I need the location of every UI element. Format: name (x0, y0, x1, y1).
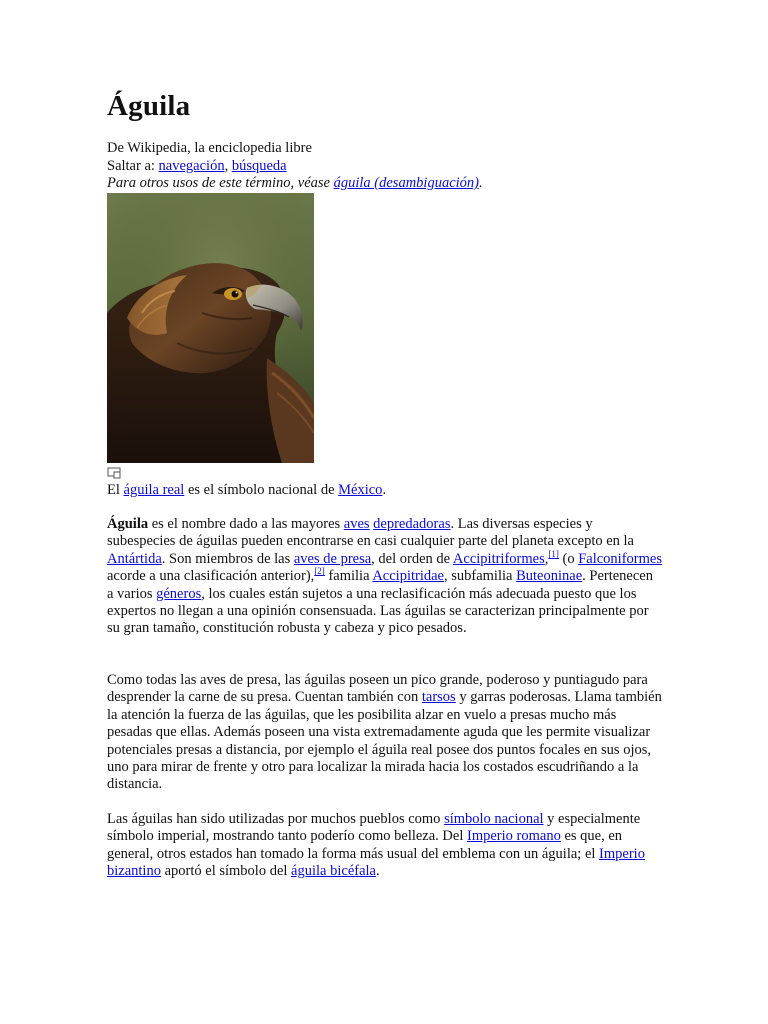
paragraph-text: (o (558, 550, 579, 567)
imperio-romano-link[interactable]: Imperio romano (467, 828, 561, 845)
paragraph-text: Como todas las aves de presa, las águilas poseen un pico grande, poderoso y puntiagudo para desprender la carne de su presa. Cuentan también con (107, 672, 648, 706)
paragraph-text: es el nombre dado a las mayores (148, 516, 344, 532)
image-caption (107, 482, 386, 499)
jump-separator: , (224, 158, 232, 174)
search-link[interactable]: búsqueda (231, 158, 287, 174)
page-title: Águila (107, 90, 191, 122)
paragraph-text: acorde a una clasificación anterior), (107, 568, 315, 585)
paragraph-text: familia (324, 568, 373, 585)
paragraph-text: Las águilas han sido utilizadas por muchos pueblos como (107, 811, 445, 827)
paragraph-text: . Pertenecen a varios (107, 568, 653, 602)
caption-text: El (107, 482, 124, 498)
depredadoras-link[interactable]: depredadoras (373, 516, 451, 532)
hatnote-prefix: Para otros usos de este término, véase (107, 175, 334, 191)
golden-eagle-link[interactable]: águila real (123, 482, 185, 498)
caption-text: . (382, 482, 387, 498)
navigation-link[interactable]: navegación (158, 158, 225, 174)
imperio-bizantino-link[interactable]: Imperio bizantino (107, 845, 645, 880)
paragraph-text: , del orden de (371, 550, 453, 567)
hatnote-suffix: . (479, 175, 483, 191)
anatomy-paragraph (107, 672, 662, 794)
intro-paragraph (107, 516, 662, 638)
generos-link[interactable]: géneros (156, 585, 202, 602)
symbol-paragraph (107, 811, 662, 881)
golden-eagle-image[interactable] (107, 193, 314, 463)
paragraph-text: , (544, 550, 549, 567)
paragraph-text: , subfamilia (444, 568, 517, 585)
reference-2-link[interactable]: [2] (314, 566, 325, 577)
falconiformes-link[interactable]: Falconiformes (578, 550, 662, 567)
paragraph-text: aportó el símbolo del (160, 863, 292, 880)
magnify-icon[interactable] (107, 467, 121, 479)
jump-prefix: Saltar a: (107, 158, 159, 174)
simbolo-nacional-link[interactable]: símbolo nacional (444, 811, 544, 827)
term-bold: Águila (107, 516, 149, 532)
accipitridae-link[interactable]: Accipitridae (372, 568, 444, 585)
paragraph-text: . Las diversas especies y subespecies de águilas pueden encontrarse en casi cualquier parte del planeta excepto en la (107, 516, 634, 550)
disambiguation-link[interactable]: águila (desambiguación) (333, 175, 479, 191)
reference-1-link[interactable]: [1] (548, 548, 559, 559)
paragraph-text: . (375, 863, 380, 880)
paragraph-text: , los cuales están sujetos a una reclasificación más adecuada puesto que los expertos no llegan a una opinión consensuada. Las águilas se caracterizan principalmente por su gran tamaño, constitución robusta y cabeza y pico pesados. (107, 585, 649, 637)
aves-de-presa-link[interactable]: aves de presa (293, 550, 372, 567)
aves-link[interactable]: aves (343, 516, 370, 532)
hatnote (107, 175, 483, 192)
caption-text: es el símbolo nacional de (184, 482, 339, 498)
paragraph-text: y especialmente símbolo imperial, mostrando tanto poderío como belleza. Del (107, 811, 641, 845)
buteoninae-link[interactable]: Buteoninae (516, 568, 583, 585)
paragraph-text: es que, en general, otros estados han tomado la forma más usual del emblema con un águila; el (107, 828, 623, 862)
mexico-link[interactable]: México (338, 482, 383, 498)
site-subtitle: De Wikipedia, la enciclopedia libre (107, 140, 312, 156)
jump-links (107, 158, 287, 175)
aguila-bicefala-link[interactable]: águila bicéfala (291, 863, 376, 880)
tarsos-link[interactable]: tarsos (421, 689, 456, 706)
antartida-link[interactable]: Antártida (107, 550, 162, 567)
accipitriformes-link[interactable]: Accipitriformes (452, 550, 545, 567)
paragraph-text: . Son miembros de las (161, 550, 294, 567)
paragraph-text: y garras poderosas. Llama también la atención la fuerza de las águilas, que les posibilita alzar en vuelo a presas mucho más pesadas que ellas. Además poseen una vista extremadamente aguda que les permite visualizar potenciales presas a distancia, por ejemplo el águila real posee dos puntos focales en sus ojos, uno para mirar de frente y otro para localizar la mirada hacia los costados escudriñando a la distancia. (107, 689, 662, 793)
